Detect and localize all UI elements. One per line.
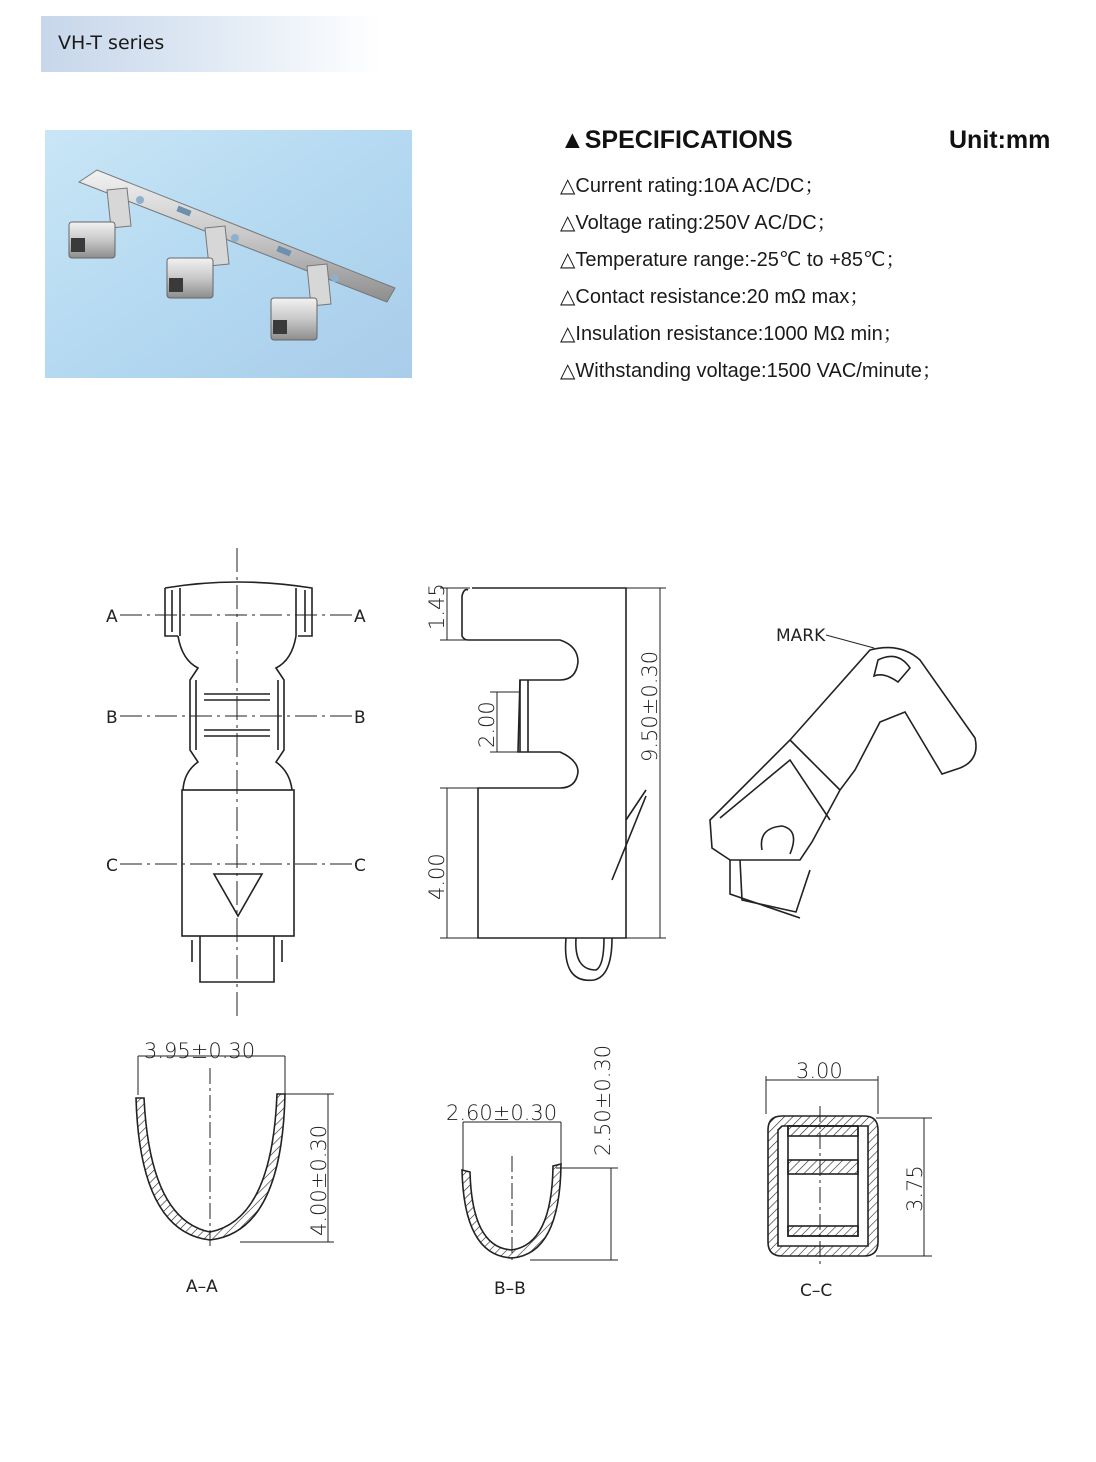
dim-3-00: 3.00: [796, 1059, 843, 1083]
dim-9-50: 9.50±0.30: [638, 650, 662, 762]
dim-1-45: 1.45: [425, 583, 449, 630]
section-label-c-right: C: [354, 856, 366, 876]
technical-drawing: [0, 540, 1096, 1320]
dim-2-60: 2.60±0.30: [446, 1101, 558, 1125]
spec-contact-resistance: △Contact resistance:20 mΩ max；: [560, 286, 870, 308]
section-b-b: [446, 1045, 618, 1299]
series-title: VH-T series: [58, 32, 165, 54]
series-banner: [41, 16, 381, 72]
dim-4-00-tol: 4.00±0.30: [307, 1124, 331, 1236]
section-title-b-b: B–B: [494, 1279, 526, 1299]
dim-2-50: 2.50±0.30: [591, 1044, 615, 1156]
section-label-a-right: A: [354, 607, 366, 627]
spec-voltage-rating: △Voltage rating:250V AC/DC；: [560, 212, 837, 234]
spec-unit: Unit:mm: [949, 126, 1051, 154]
spec-title: ▲SPECIFICATIONS: [560, 126, 793, 154]
section-c-c: [766, 1059, 932, 1301]
section-a-a: [136, 1039, 334, 1297]
dim-3-75: 3.75: [903, 1165, 927, 1212]
dim-3-95: 3.95±0.30: [144, 1039, 256, 1063]
section-label-c-left: C: [106, 856, 118, 876]
section-label-b-right: B: [354, 708, 366, 728]
section-title-c-c: C–C: [800, 1281, 833, 1301]
product-photo: [45, 130, 412, 378]
spec-insulation-resistance: △Insulation resistance:1000 MΩ min；: [560, 323, 903, 345]
spec-temperature-range: △Temperature range:-25℃ to +85℃；: [560, 249, 906, 271]
section-label-a-left: A: [106, 607, 118, 627]
front-view: [106, 548, 366, 1020]
spec-withstanding-voltage: △Withstanding voltage:1500 VAC/minute；: [560, 360, 942, 382]
section-label-b-left: B: [106, 708, 118, 728]
dim-4-00: 4.00: [425, 853, 449, 900]
dim-2-00: 2.00: [475, 701, 499, 748]
spec-current-rating: △Current rating:10A AC/DC；: [560, 175, 825, 197]
isometric-view: [710, 626, 976, 918]
side-view: [425, 583, 666, 980]
section-title-a-a: A–A: [186, 1277, 218, 1297]
mark-label: MARK: [776, 626, 826, 646]
